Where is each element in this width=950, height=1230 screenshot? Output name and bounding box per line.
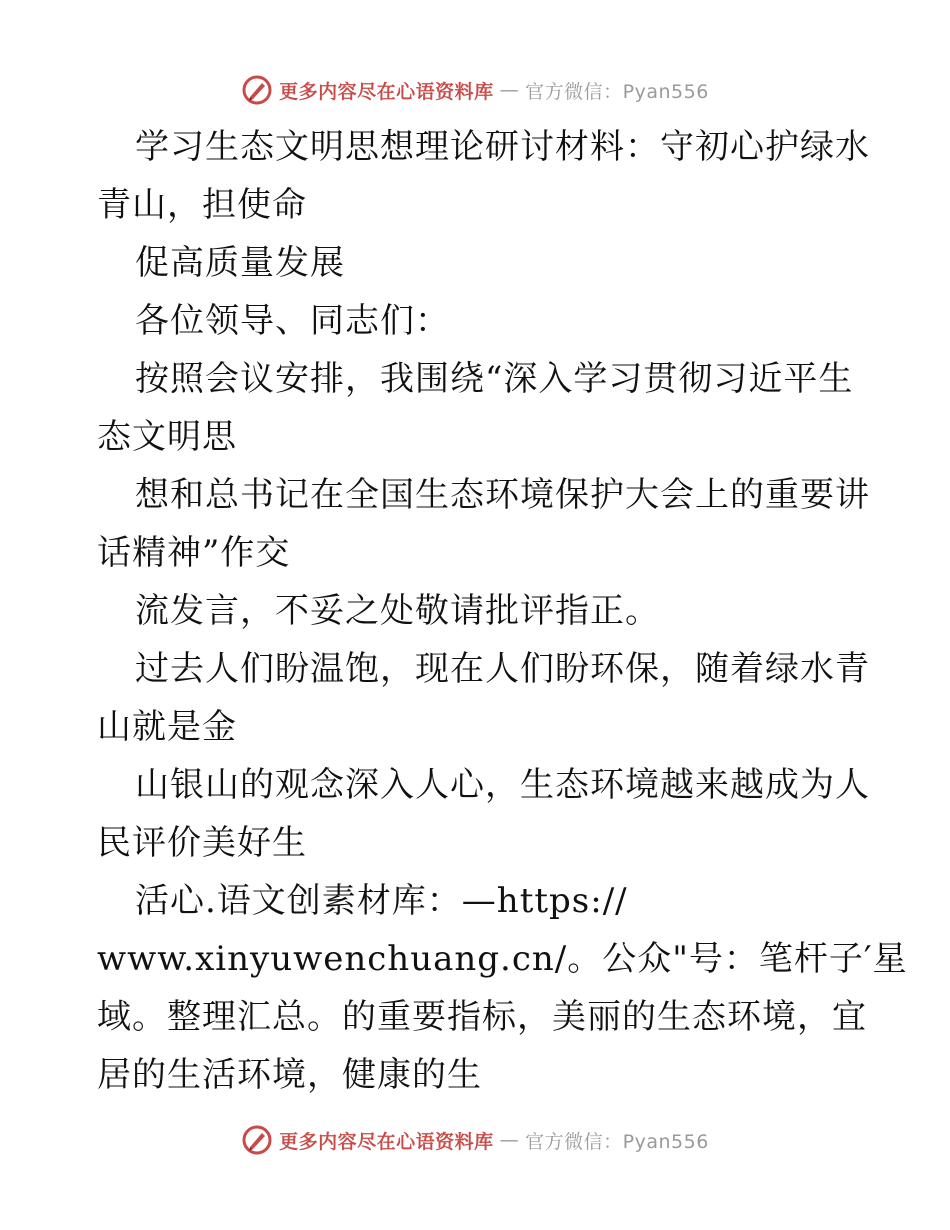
doc-paragraph-line: 域。整理汇总。的重要指标，美丽的生态环境，宜	[97, 997, 867, 1037]
doc-paragraph-line: 过去人们盼温饱，现在人们盼环保，随着绿水青	[135, 649, 870, 689]
banner-dash: —	[499, 1129, 520, 1151]
pen-circle-logo-icon	[241, 1124, 273, 1156]
doc-paragraph-line: 活心.语文创素材库：—https://	[135, 881, 628, 921]
doc-title-line-2: 青山，担使命	[97, 185, 307, 225]
doc-paragraph-line: 居的生活环境，健康的生	[97, 1055, 482, 1095]
doc-paragraph-line: 山就是金	[97, 707, 237, 747]
doc-greeting: 各位领导、同志们：	[135, 301, 450, 341]
banner-brand-text: 更多内容尽在心语资料库	[279, 1130, 494, 1153]
doc-paragraph-line: 按照会议安排，我围绕“深入学习贯彻习近平生	[135, 359, 854, 399]
banner-wechat-text: 官方微信：Pyan556	[525, 80, 709, 103]
doc-paragraph-line: 民评价美好生	[97, 823, 307, 863]
doc-paragraph-line: www.xinyuwenchuang.cn/。公众"号：笔杆子′星	[97, 939, 908, 979]
document-body	[97, 118, 908, 1104]
doc-paragraph-line: 话精神”作交	[97, 533, 291, 573]
pen-circle-logo-icon	[241, 74, 273, 106]
doc-title-line-1: 学习生态文明思想理论研讨材料：守初心护绿水	[135, 127, 870, 167]
doc-paragraph-line: 想和总书记在全国生态环境保护大会上的重要讲	[135, 475, 870, 515]
doc-title-line-3: 促高质量发展	[135, 243, 345, 283]
banner-dash: —	[499, 79, 520, 101]
doc-paragraph-line: 流发言，不妥之处敬请批评指正。	[135, 591, 660, 631]
doc-paragraph-line: 山银山的观念深入人心，生态环境越来越成为人	[135, 765, 870, 805]
banner-wechat-text: 官方微信：Pyan556	[525, 1130, 709, 1153]
footer-watermark-banner	[0, 1120, 950, 1160]
header-watermark-banner	[0, 70, 950, 110]
doc-paragraph-line: 态文明思	[97, 417, 237, 457]
banner-brand-text: 更多内容尽在心语资料库	[279, 80, 494, 103]
